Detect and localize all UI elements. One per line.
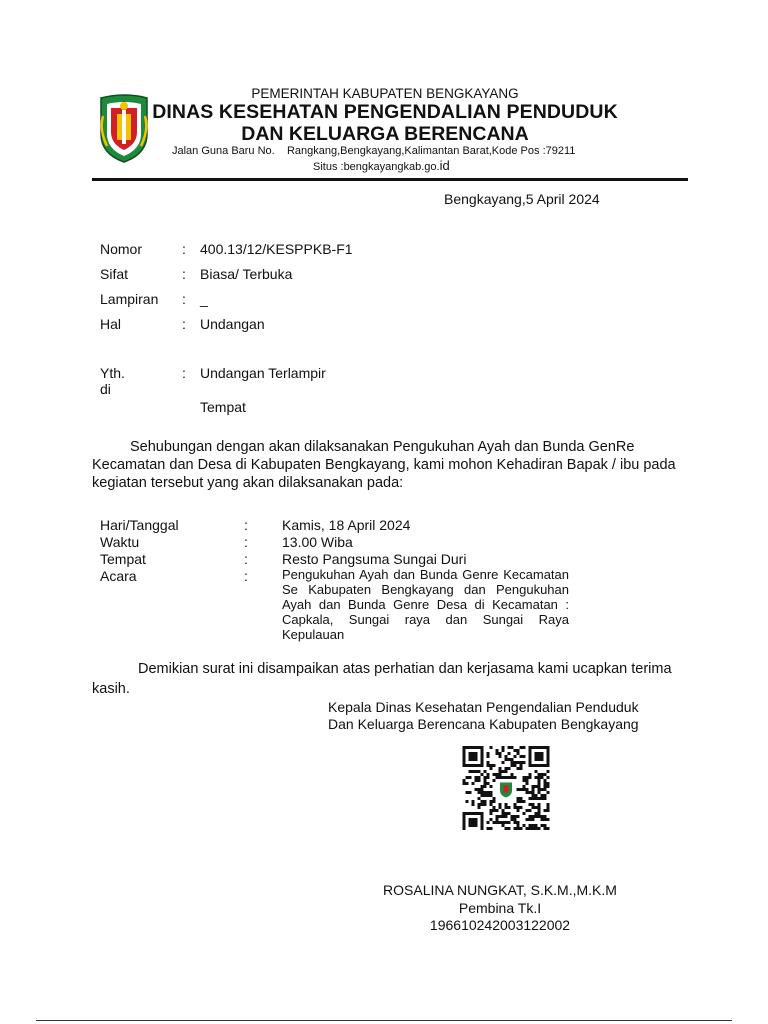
signatory-title-line1: Kepala Dinas Kesehatan Pengendalian Penduduk — [328, 699, 639, 715]
recipient-value: Undangan Terlampir — [200, 365, 326, 381]
field-label-sifat: Sifat — [100, 266, 129, 282]
signatory-name: ROSALINA NUNGKAT, S.K.M.,M.K.M — [383, 882, 617, 898]
header-divider — [92, 178, 688, 181]
field-colon: : — [182, 316, 186, 332]
field-label-lampiran: Lampiran — [100, 291, 159, 307]
recipient-place: Tempat — [200, 399, 246, 415]
closing-text: Demikian surat ini disampaikan atas perhatian dan kerjasama kami ucapkan terima kasih. — [92, 661, 672, 697]
signatory-rank: Pembina Tk.I — [458, 900, 542, 916]
detail-value-time: 13.00 Wiba — [282, 534, 353, 550]
field-value-nomor: 400.13/12/KESPPKB-F1 — [200, 241, 353, 257]
header-website — [313, 158, 450, 173]
header-title-line2: DAN KELUARGA BERENCANA — [241, 123, 529, 145]
signatory-nip: 196610242003122002 — [429, 917, 571, 933]
field-colon: : — [182, 266, 186, 282]
detail-colon: : — [244, 551, 248, 567]
detail-value-place: Resto Pangsuma Sungai Duri — [282, 551, 467, 567]
detail-colon: : — [244, 517, 248, 533]
field-colon: : — [182, 291, 186, 307]
recipient-label-di: di — [100, 381, 111, 397]
page-bottom-rule — [36, 1020, 732, 1021]
body-text: Sehubungan dengan akan dilaksanakan Pengukuhan Ayah dan Bunda GenRe Kecamatan dan Desa di Kabupaten Bengkayang, kami mohon Kehadiran Bapak / ibu pada kegiatan tersebut yang akan dilaksanakan pada: — [92, 439, 676, 491]
detail-label-acara: Acara — [100, 568, 137, 584]
detail-label-date: Hari/Tanggal — [100, 517, 179, 533]
body-paragraph — [92, 438, 688, 492]
detail-value-acara: Pengukuhan Ayah dan Bunda Genre Kecamatan Se Kabupaten Bengkayang dan Pengukuhan Ayah dan Bunda Genre Desa di Kecamatan : Capkala, Sungai raya dan Sungai Raya Kepulauan — [282, 567, 569, 642]
recipient-colon: : — [182, 365, 186, 381]
field-colon: : — [182, 241, 186, 257]
detail-colon: : — [244, 534, 248, 550]
header-government: PEMERINTAH KABUPATEN BENGKAYANG — [251, 86, 519, 101]
closing-paragraph — [92, 659, 682, 699]
field-value-sifat: Biasa/ Terbuka — [200, 266, 293, 282]
signatory-title-line2: Dan Keluarga Berencana Kabupaten Bengkayang — [328, 716, 639, 732]
detail-label-time: Waktu — [100, 534, 140, 550]
header-title-line1: DINAS KESEHATAN PENGENDALIAN PENDUDUK — [152, 101, 618, 123]
letter-date: Bengkayang,5 April 2024 — [444, 191, 600, 207]
website-suffix: id — [439, 158, 450, 173]
recipient-label-yth: Yth. — [100, 365, 125, 381]
detail-label-place: Tempat — [100, 551, 146, 567]
field-label-nomor: Nomor — [100, 241, 143, 257]
detail-value-date: Kamis, 18 April 2024 — [282, 517, 411, 533]
field-label-hal: Hal — [100, 316, 122, 332]
field-value-lampiran: _ — [200, 291, 208, 307]
field-value-hal: Undangan — [200, 316, 265, 332]
website-prefix: Situs :bengkayangkab.go. — [313, 161, 440, 173]
detail-colon: : — [244, 568, 248, 584]
header-address: Jalan Guna Baru No. Rangkang,Bengkayang,Kalimantan Barat,Kode Pos :79211 — [172, 145, 576, 157]
qr-code-icon — [462, 746, 550, 830]
